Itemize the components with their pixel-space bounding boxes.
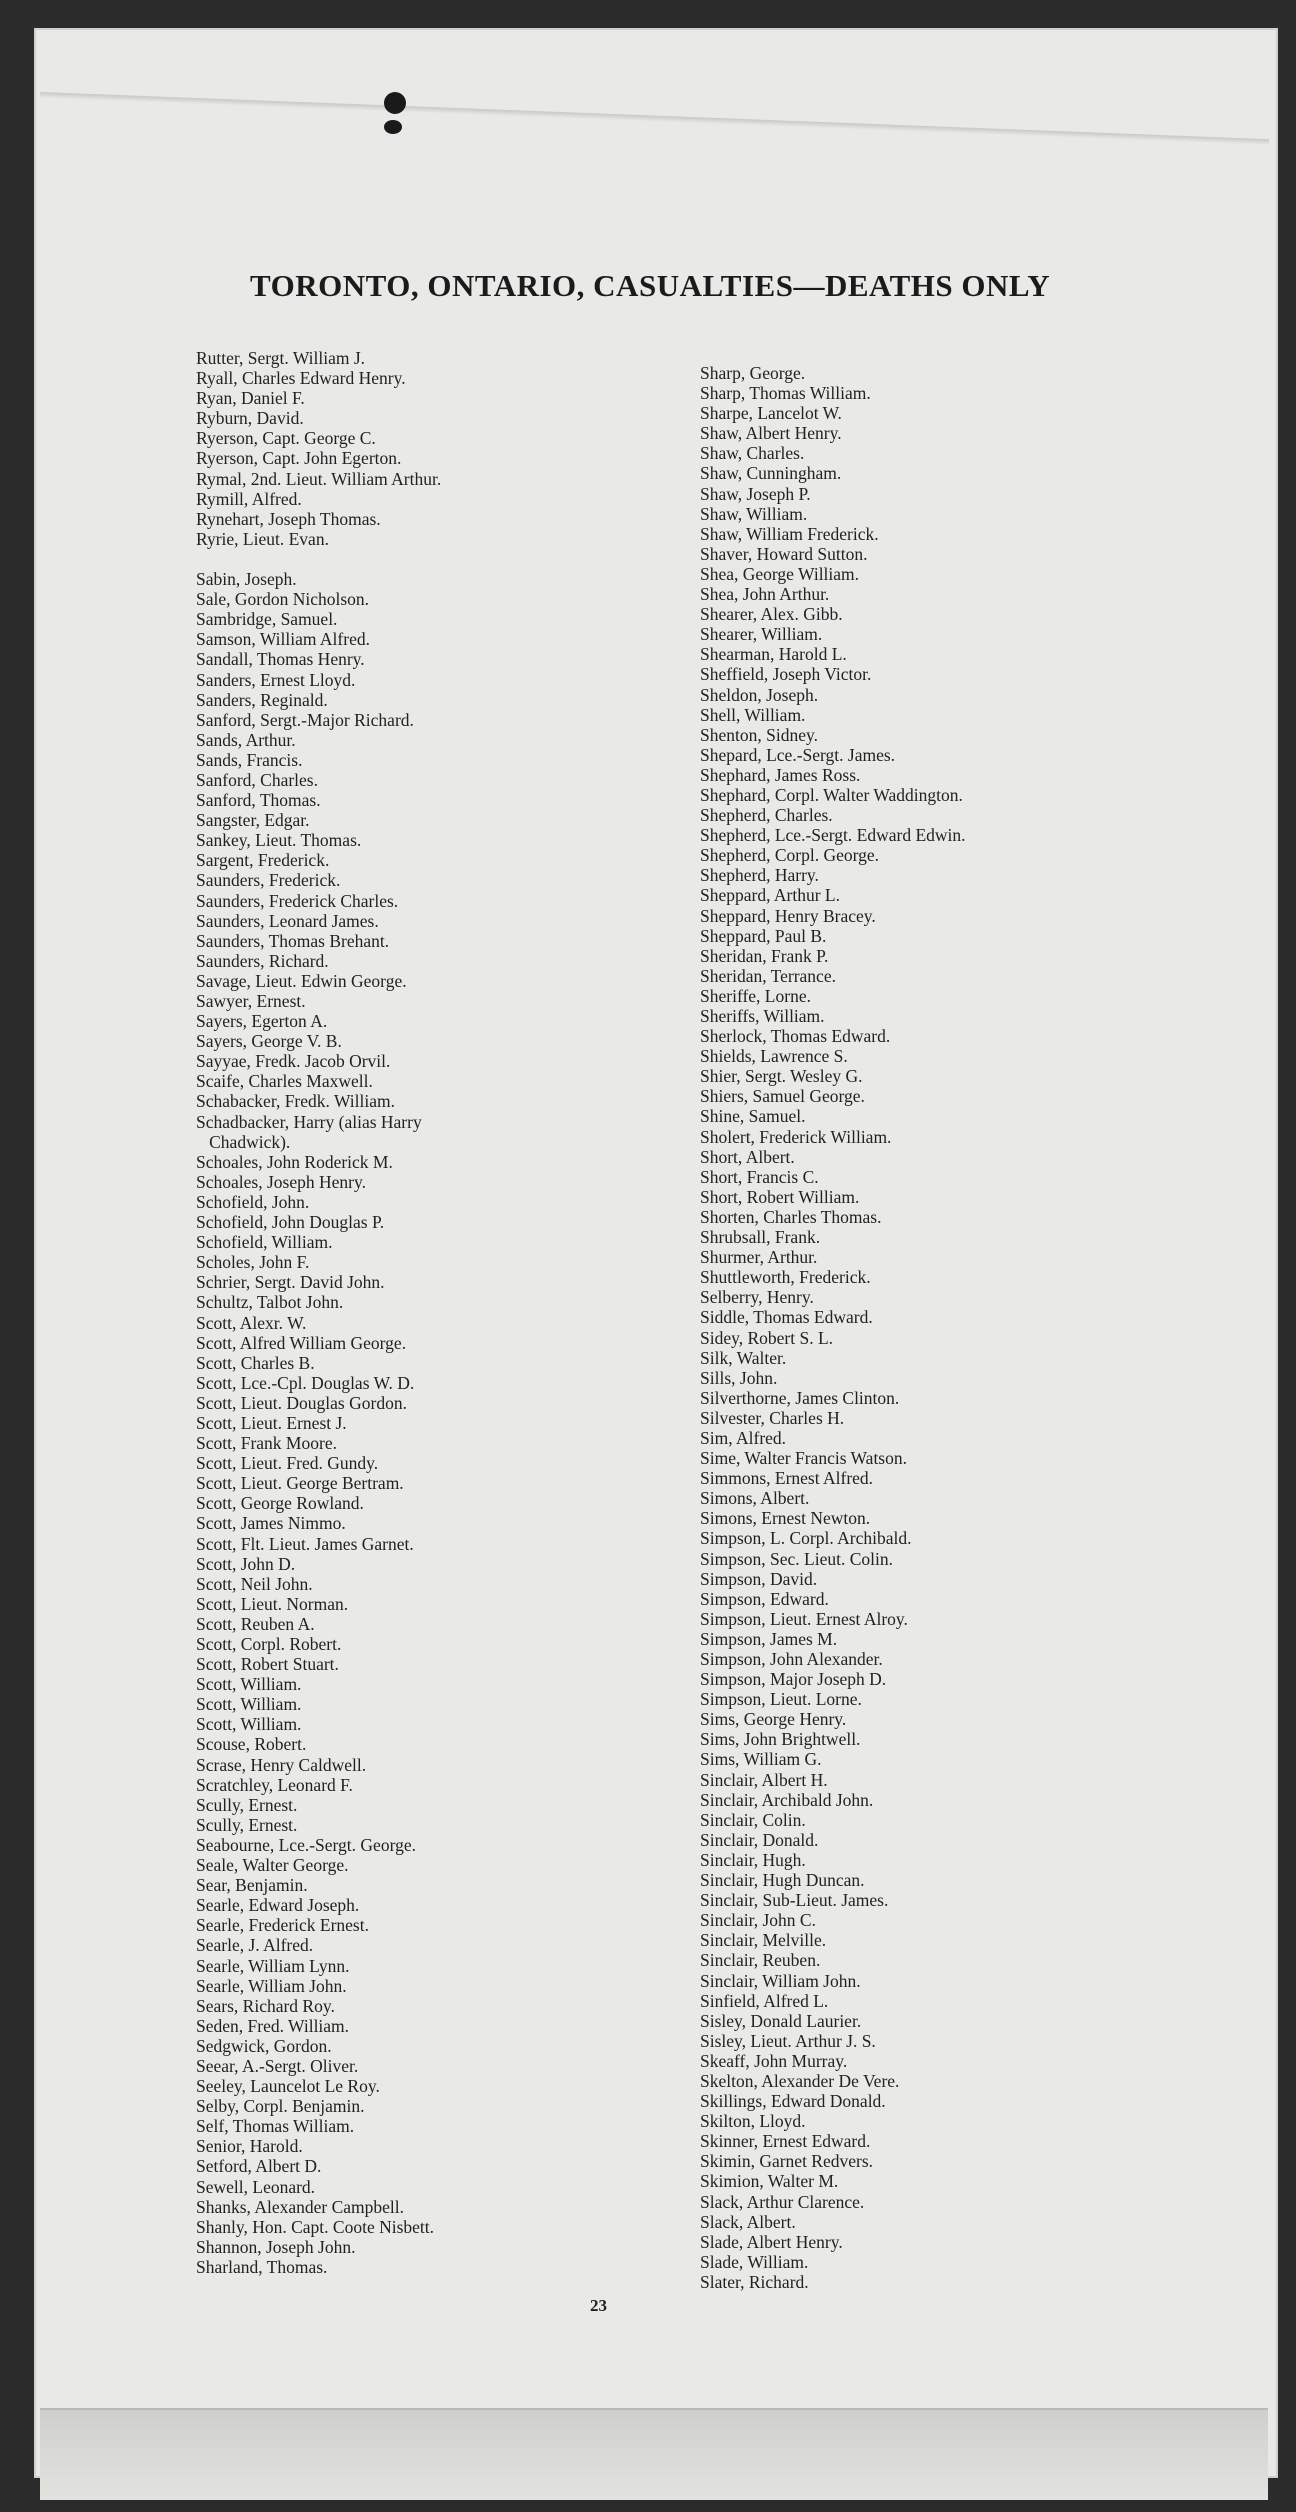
casualty-name: Schoales, John Roderick M. [196, 1151, 393, 1172]
casualty-name: Savage, Lieut. Edwin George. [196, 970, 407, 991]
casualty-name: Sheppard, Henry Bracey. [700, 905, 876, 926]
casualty-name: Scholes, John F. [196, 1252, 310, 1273]
casualty-name: Sanford, Thomas. [196, 790, 321, 811]
casualty-name: Sawyer, Ernest. [196, 991, 306, 1011]
casualty-name: Shea, George William. [700, 563, 860, 584]
casualty-name: Sharp, Thomas William. [700, 383, 871, 404]
casualty-name: Short, Robert William. [700, 1186, 860, 1207]
casualty-name: Sheridan, Frank P. [700, 945, 829, 966]
casualty-name: Saunders, Frederick Charles. [196, 890, 399, 911]
casualty-name: Slade, Albert Henry. [700, 2231, 843, 2252]
casualty-name: Shier, Sergt. Wesley G. [700, 1066, 863, 1087]
casualty-name: Scully, Ernest. [196, 1814, 298, 1835]
casualty-name: Scott, George Rowland. [196, 1493, 364, 1514]
casualty-name: Scott, Flt. Lieut. James Garnet. [196, 1533, 414, 1554]
casualty-name: Skinner, Ernest Edward. [700, 2131, 871, 2152]
casualty-name: Sims, John Brightwell. [700, 1729, 861, 1750]
casualty-name: Shaw, William Frederick. [700, 523, 879, 544]
casualty-name: Sheriffe, Lorne. [700, 985, 811, 1006]
casualty-name: Sheppard, Arthur L. [700, 885, 840, 906]
casualty-name: Short, Albert. [700, 1146, 795, 1167]
binder-hole-bottom [384, 120, 402, 134]
casualty-name: Scott, Lieut. Ernest J. [196, 1412, 347, 1433]
casualty-name: Simpson, David. [700, 1568, 818, 1589]
casualty-name: Schofield, William. [196, 1232, 333, 1253]
casualty-name: Selberry, Henry. [700, 1287, 814, 1308]
casualty-name: Sims, George Henry. [700, 1709, 847, 1730]
casualty-name: Sinfield, Alfred L. [700, 1990, 829, 2011]
casualty-name: Silverthorne, James Clinton. [700, 1387, 900, 1408]
casualty-name: Sheppard, Paul B. [700, 925, 827, 946]
casualty-name: Shiers, Samuel George. [700, 1086, 865, 1107]
casualty-name: Scouse, Robert. [196, 1734, 307, 1755]
casualty-name: Sheriffs, William. [700, 1006, 825, 1026]
casualty-name: Shephard, James Ross. [700, 764, 861, 785]
casualty-name: Scott, William. [196, 1694, 302, 1715]
casualty-name: Sisley, Lieut. Arthur J. S. [700, 2030, 876, 2051]
casualty-name: Shuttleworth, Frederick. [700, 1267, 871, 1288]
casualty-name: Sargent, Frederick. [196, 850, 330, 871]
casualty-name: Sheffield, Joseph Victor. [700, 664, 872, 685]
casualty-name: Simpson, James M. [700, 1628, 838, 1649]
casualty-name: Ryerson, Capt. George C. [196, 428, 376, 449]
casualty-name: Shepherd, Corpl. George. [700, 845, 880, 866]
casualty-name: Slack, Albert. [700, 2211, 796, 2232]
casualty-name: Scott, Lieut. Fred. Gundy. [196, 1453, 379, 1474]
casualty-name: Rymill, Alfred. [196, 488, 302, 509]
casualty-name: Simpson, Major Joseph D. [700, 1669, 887, 1690]
casualty-name: Shine, Samuel. [700, 1106, 806, 1127]
casualty-name: Simpson, Lieut. Ernest Alroy. [700, 1608, 908, 1629]
casualty-name: Scott, Lieut. Norman. [196, 1593, 349, 1614]
casualty-name: Shepherd, Charles. [700, 805, 833, 826]
casualty-name: Scott, William. [196, 1714, 302, 1735]
casualty-name: Scott, Robert Stuart. [196, 1654, 339, 1675]
casualty-name: Shaw, Albert Henry. [700, 423, 842, 444]
casualty-name: Simpson, Sec. Lieut. Colin. [700, 1548, 893, 1569]
casualty-name: Shields, Lawrence S. [700, 1046, 848, 1067]
casualty-name: Short, Francis C. [700, 1166, 819, 1187]
casualty-name: Searle, J. Alfred. [196, 1935, 314, 1956]
casualty-name: Shephard, Corpl. Walter Waddington. [700, 784, 963, 805]
casualty-name: Scrase, Henry Caldwell. [196, 1754, 367, 1775]
casualty-name: Scott, Lieut. Douglas Gordon. [196, 1392, 407, 1413]
casualty-name: Sanders, Ernest Lloyd. [196, 669, 356, 690]
casualty-name: Sinclair, Albert H. [700, 1769, 828, 1790]
casualty-name: Self, Thomas William. [196, 2116, 355, 2137]
casualty-name: Sinclair, William John. [700, 1970, 861, 1991]
casualty-name: Seeley, Launcelot Le Roy. [196, 2076, 380, 2097]
casualty-name: Shea, John Arthur. [700, 584, 830, 605]
casualty-name: Searle, William John. [196, 1975, 347, 1996]
casualty-name: Samson, William Alfred. [196, 629, 370, 650]
casualty-name: Shaw, Charles. [700, 443, 805, 464]
casualty-name: Setford, Albert D. [196, 2156, 322, 2177]
casualty-name: Sheridan, Terrance. [700, 965, 836, 986]
casualty-name: Slater, Richard. [700, 2271, 809, 2292]
casualty-name: Sankey, Lieut. Thomas. [196, 830, 362, 851]
casualty-name: Sinclair, Sub-Lieut. James. [700, 1890, 889, 1911]
casualty-name: Scott, Alexr. W. [196, 1312, 307, 1333]
casualty-name: Schadbacker, Harry (alias Harry [196, 1111, 422, 1132]
casualty-name: Skillings, Edward Donald. [700, 2091, 886, 2112]
casualty-name: Seale, Walter George. [196, 1855, 349, 1876]
casualty-name: Shaw, William. [700, 503, 808, 524]
casualty-name: Shearer, Alex. Gibb. [700, 604, 843, 625]
casualty-name: Sholert, Frederick William. [700, 1126, 892, 1147]
casualty-name: Sheldon, Joseph. [700, 684, 819, 705]
casualty-name: Simpson, Lieut. Lorne. [700, 1689, 862, 1710]
casualty-name: Ryan, Daniel F. [196, 388, 305, 409]
casualty-name: Sabin, Joseph. [196, 569, 297, 590]
casualty-name: Scott, Frank Moore. [196, 1433, 337, 1454]
casualty-name: Slack, Arthur Clarence. [700, 2191, 865, 2212]
casualty-name: Saunders, Richard. [196, 950, 329, 971]
casualty-name: Ryrie, Lieut. Evan. [196, 528, 329, 549]
casualty-name: Saunders, Leonard James. [196, 910, 379, 931]
casualty-name: Sanford, Charles. [196, 769, 318, 790]
casualty-name: Sale, Gordon Nicholson. [196, 589, 370, 610]
casualty-name: Shaw, Cunningham. [700, 463, 842, 484]
casualty-name: Scott, James Nimmo. [196, 1513, 346, 1534]
casualty-name: Sinclair, Colin. [700, 1809, 806, 1830]
casualty-name: Shaw, Joseph P. [700, 483, 811, 504]
casualty-name: Senior, Harold. [196, 2136, 303, 2157]
casualty-name: Saunders, Thomas Brehant. [196, 930, 390, 951]
casualty-name: Sinclair, Reuben. [700, 1950, 821, 1971]
casualty-name: Scratchley, Leonard F. [196, 1774, 353, 1795]
casualty-name: Scott, Neil John. [196, 1573, 313, 1594]
casualty-name: Scott, Lieut. George Bertram. [196, 1473, 404, 1494]
casualty-name: Shanks, Alexander Campbell. [196, 2196, 405, 2217]
casualty-name: Selby, Corpl. Benjamin. [196, 2096, 365, 2117]
casualty-name: Shurmer, Arthur. [700, 1247, 818, 1268]
casualty-name: Shearman, Harold L. [700, 644, 847, 665]
casualty-name: Sambridge, Samuel. [196, 609, 338, 630]
casualty-name: Shannon, Joseph John. [196, 2236, 356, 2257]
casualty-name: Sim, Alfred. [700, 1427, 787, 1448]
casualty-name: Sear, Benjamin. [196, 1875, 308, 1896]
casualty-name: Sanford, Sergt.-Major Richard. [196, 709, 414, 730]
casualty-name: Scott, Charles B. [196, 1352, 315, 1373]
casualty-name: Shepard, Lce.-Sergt. James. [700, 744, 896, 765]
casualty-name: Scott, Alfred William George. [196, 1332, 407, 1353]
binder-hole-top [384, 92, 406, 114]
casualty-name: Seabourne, Lce.-Sergt. George. [196, 1834, 416, 1855]
casualty-name: Schofield, John Douglas P. [196, 1212, 385, 1233]
casualty-name: Simmons, Ernest Alfred. [700, 1468, 874, 1489]
casualty-name: Shepherd, Harry. [700, 865, 819, 886]
casualty-name: Ryburn, David. [196, 408, 304, 429]
casualty-name: Sandall, Thomas Henry. [196, 649, 365, 670]
casualty-name: Scott, Reuben A. [196, 1613, 315, 1634]
casualty-name: Sills, John. [700, 1367, 778, 1388]
casualty-name: Sharland, Thomas. [196, 2256, 328, 2277]
casualty-name: Sands, Francis. [196, 749, 303, 770]
casualty-name: Skimion, Walter M. [700, 2171, 839, 2192]
casualty-name: Searle, William Lynn. [196, 1955, 350, 1976]
casualty-name: Skeaff, John Murray. [700, 2050, 848, 2071]
casualty-name: Sims, William G. [700, 1749, 822, 1770]
casualty-name: Shenton, Sidney. [700, 724, 818, 745]
casualty-name: Shearer, William. [700, 624, 823, 645]
casualty-name: Scott, John D. [196, 1553, 296, 1574]
casualty-name: Sayers, Egerton A. [196, 1011, 328, 1032]
casualty-name: Saunders, Frederick. [196, 870, 341, 891]
casualty-name: Sayyae, Fredk. Jacob Orvil. [196, 1051, 391, 1072]
casualty-name: Simpson, Edward. [700, 1588, 829, 1609]
casualty-name: Silvester, Charles H. [700, 1407, 845, 1428]
casualty-name: Sanders, Reginald. [196, 689, 328, 710]
casualty-name: Sinclair, Hugh Duncan. [700, 1870, 865, 1891]
casualty-name: Sands, Arthur. [196, 729, 296, 750]
casualty-name: Scott, Corpl. Robert. [196, 1634, 342, 1654]
casualty-name: Sedgwick, Gordon. [196, 2035, 332, 2056]
casualty-name: Schoales, Joseph Henry. [196, 1171, 366, 1192]
casualty-name [196, 549, 666, 569]
casualty-name: Sayers, George V. B. [196, 1031, 342, 1052]
casualty-name: Shanly, Hon. Capt. Coote Nisbett. [196, 2216, 435, 2237]
casualty-name: Schofield, John. [196, 1191, 310, 1212]
page-title: TORONTO, ONTARIO, CASUALTIES—DEATHS ONLY [250, 268, 1051, 303]
casualty-name: Sears, Richard Roy. [196, 1995, 335, 2016]
casualty-name: Shaver, Howard Sutton. [700, 543, 868, 564]
casualty-name: Skilton, Lloyd. [700, 2111, 806, 2132]
casualty-name: Seear, A.-Sergt. Oliver. [196, 2055, 359, 2076]
casualty-name: Shell, William. [700, 704, 806, 725]
casualty-name: Shepherd, Lce.-Sergt. Edward Edwin. [700, 825, 966, 846]
casualty-name: Scaife, Charles Maxwell. [196, 1071, 373, 1092]
casualty-name: Simons, Albert. [700, 1488, 810, 1509]
casualty-name: Chadwick). [196, 1131, 291, 1152]
casualty-name: Simpson, John Alexander. [700, 1649, 883, 1669]
casualty-name: Sangster, Edgar. [196, 810, 310, 831]
casualty-name: Simons, Ernest Newton. [700, 1508, 871, 1529]
casualty-name: Sinclair, Melville. [700, 1930, 827, 1951]
casualty-name: Sinclair, Hugh. [700, 1849, 806, 1870]
casualty-name: Sinclair, John C. [700, 1910, 816, 1931]
casualty-name: Sewell, Leonard. [196, 2176, 316, 2197]
casualty-name: Schultz, Talbot John. [196, 1292, 344, 1313]
casualty-name: Simpson, L. Corpl. Archibald. [700, 1528, 912, 1549]
casualty-name: Sharpe, Lancelot W. [700, 403, 842, 424]
casualty-name: Searle, Edward Joseph. [196, 1895, 360, 1916]
casualty-name: Shrubsall, Frank. [700, 1227, 821, 1248]
casualty-name: Sime, Walter Francis Watson. [700, 1448, 907, 1469]
casualty-name: Shorten, Charles Thomas. [700, 1206, 882, 1227]
casualty-name: Rymal, 2nd. Lieut. William Arthur. [196, 468, 442, 489]
casualty-name: Ryerson, Capt. John Egerton. [196, 448, 402, 469]
casualty-name: Rutter, Sergt. William J. [196, 348, 366, 368]
casualty-name: Searle, Frederick Ernest. [196, 1915, 369, 1936]
right-name-column [700, 363, 1160, 2292]
casualty-name: Seden, Fred. William. [196, 2015, 350, 2036]
casualty-name: Sisley, Donald Laurier. [700, 2010, 862, 2031]
page-number: 23 [590, 2296, 607, 2315]
casualty-name: Slade, William. [700, 2251, 809, 2272]
casualty-name: Sinclair, Archibald John. [700, 1789, 874, 1810]
casualty-name: Skelton, Alexander De Vere. [700, 2070, 900, 2091]
casualty-name: Schabacker, Fredk. William. [196, 1091, 395, 1112]
casualty-name: Scott, Lce.-Cpl. Douglas W. D. [196, 1372, 415, 1393]
casualty-name: Schrier, Sergt. David John. [196, 1272, 385, 1293]
casualty-name: Silk, Walter. [700, 1347, 787, 1368]
page-bottom-edge [40, 2408, 1268, 2500]
casualty-name: Siddle, Thomas Edward. [700, 1307, 873, 1328]
casualty-name: Sidey, Robert S. L. [700, 1327, 834, 1348]
casualty-name: Sinclair, Donald. [700, 1829, 819, 1850]
casualty-name: Sherlock, Thomas Edward. [700, 1026, 891, 1047]
casualty-name: Skimin, Garnet Redvers. [700, 2151, 874, 2172]
casualty-name: Sharp, George. [700, 363, 806, 383]
casualty-name: Scott, William. [196, 1674, 302, 1695]
casualty-name: Scully, Ernest. [196, 1794, 298, 1815]
left-name-column [196, 348, 666, 2277]
casualty-name: Rynehart, Joseph Thomas. [196, 508, 381, 529]
casualty-name: Ryall, Charles Edward Henry. [196, 368, 406, 389]
